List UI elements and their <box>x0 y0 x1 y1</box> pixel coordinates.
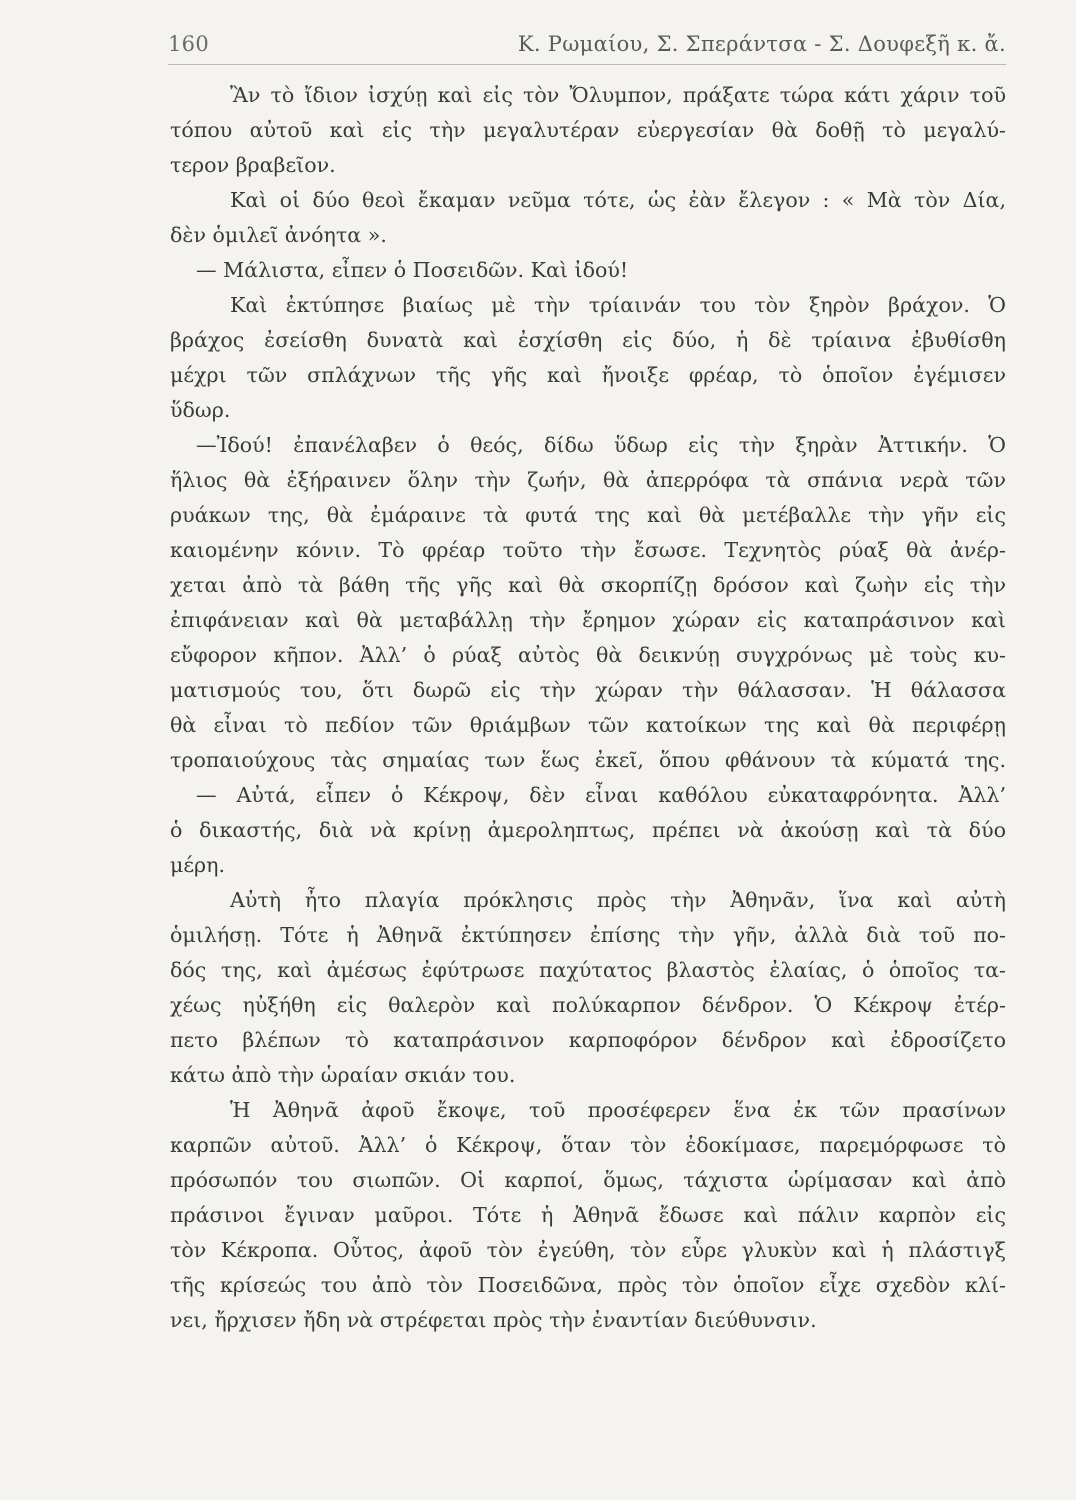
text-line: Καὶ οἱ δύο θεοὶ ἔκαμαν νεῦμα τότε, ὡς ἐὰν ἔλεγον : « Μὰ τὸν Δία, <box>230 188 1006 212</box>
text-line: βράχος ἐσείσθη δυνατὰ καὶ ἐσχίσθη εἰς δύο, ἡ δὲ τρίαινα ἐβυθίσθη <box>170 328 1006 352</box>
text-line: πράσινοι ἔγιναν μαῦροι. Τότε ἡ Ἀθηνᾶ ἔδωσε καὶ πάλιν καρπὸν εἰς <box>170 1203 1006 1227</box>
text-line: ματισμούς του, ὅτι δωρῶ εἰς τὴν χώραν τὴν θάλασσαν. Ἡ θάλασσα <box>170 678 1006 702</box>
text-line: τροπαιούχους τὰς σημαίας των ἕως ἐκεῖ, ὅπου φθάνουν τὰ κύματά της. <box>170 748 1006 772</box>
text-line: νει, ἤρχισεν ἤδη νὰ στρέφεται πρὸς τὴν ἐναντίαν διεύθυνσιν. <box>170 1308 817 1332</box>
text-line: πετο βλέπων τὸ καταπράσινον καρποφόρον δένδρον καὶ ἐδροσίζετο <box>170 1028 1006 1052</box>
text-line: τερον βραβεῖον. <box>170 153 336 177</box>
text-line: δός της, καὶ ἀμέσως ἐφύτρωσε παχύτατος βλαστὸς ἐλαίας, ὁ ὁποῖος τα- <box>170 958 1006 982</box>
text-line: Αὐτὴ ἦτο πλαγία πρόκλησις πρὸς τὴν Ἀθηνᾶν, ἵνα καὶ αὐτὴ <box>230 888 1006 912</box>
running-head <box>168 28 1006 60</box>
text-line: εὔφορον κῆπον. Ἀλλ’ ὁ ρύαξ αὐτὸς θὰ δεικνύῃ συγχρόνως μὲ τοὺς κυ- <box>170 643 1006 667</box>
text-line: κάτω ἀπὸ τὴν ὡραίαν σκιάν του. <box>170 1063 516 1087</box>
text-line: —Ἰδού! ἐπανέλαβεν ὁ θεός, δίδω ὕδωρ εἰς τὴν ξηρὰν Ἀττικήν. Ὁ <box>196 433 1006 457</box>
text-line: Καὶ ἐκτύπησε βιαίως μὲ τὴν τρίαινάν του τὸν ξηρὸν βράχον. Ὁ <box>230 293 1006 317</box>
text-line: καιομένην κόνιν. Τὸ φρέαρ τοῦτο τὴν ἔσωσε. Τεχνητὸς ρύαξ θὰ ἀνέρ- <box>170 538 1006 562</box>
text-line: — Αὐτά, εἶπεν ὁ Κέκροψ, δὲν εἶναι καθόλου εὐκαταφρόνητα. Ἀλλ’ <box>196 783 1006 807</box>
text-line: τόπου αὐτοῦ καὶ εἰς τὴν μεγαλυτέραν εὐεργεσίαν θὰ δοθῇ τὸ μεγαλύ- <box>170 118 1006 142</box>
text-line: δὲν ὁμιλεῖ ἀνόητα ». <box>170 223 387 247</box>
text-line: Ἡ Ἀθηνᾶ ἀφοῦ ἔκοψε, τοῦ προσέφερεν ἕνα ἐκ τῶν πρασίνων <box>230 1098 1006 1122</box>
text-line: Ἂν τὸ ἴδιον ἰσχύῃ καὶ εἰς τὸν Ὄλυμπον, πράξατε τώρα κάτι χάριν τοῦ <box>230 83 1006 107</box>
text-line: τὸν Κέκροπα. Οὗτος, ἀφοῦ τὸν ἐγεύθη, τὸν εὗρε γλυκὺν καὶ ἡ πλάστιγξ <box>170 1238 1006 1262</box>
text-line: χεται ἀπὸ τὰ βάθη τῆς γῆς καὶ θὰ σκορπίζῃ δρόσον καὶ ζωὴν εἰς τὴν <box>170 573 1006 597</box>
text-line: μέρη. <box>170 853 226 877</box>
text-line: τῆς κρίσεώς του ἀπὸ τὸν Ποσειδῶνα, πρὸς τὸν ὁποῖον εἶχε σχεδὸν κλί- <box>170 1273 1006 1297</box>
text-line: ἐπιφάνειαν καὶ θὰ μεταβάλλῃ τὴν ἔρημον χώραν εἰς καταπράσινον καὶ <box>170 608 1006 632</box>
text-line: ὕδωρ. <box>170 398 231 422</box>
text-line: χέως ηὐξήθη εἰς θαλερὸν καὶ πολύκαρπον δένδρον. Ὁ Κέκροψ ἐτέρ- <box>170 993 1006 1017</box>
text-line: καρπῶν αὐτοῦ. Ἀλλ’ ὁ Κέκροψ, ὅταν τὸν ἐδοκίμασε, παρεμόρφωσε τὸ <box>170 1133 1006 1157</box>
body-text <box>170 78 1006 1338</box>
page-number: 160 <box>168 32 209 56</box>
text-line: ὁ δικαστής, διὰ νὰ κρίνῃ ἀμεροληπτως, πρέπει νὰ ἀκούσῃ καὶ τὰ δύο <box>170 818 1006 842</box>
text-line: θὰ εἶναι τὸ πεδίον τῶν θριάμβων τῶν κατοίκων της καὶ θὰ περιφέρῃ <box>170 713 1006 737</box>
running-title: Κ. Ρωμαίου, Σ. Σπεράντσα - Σ. Δουφεξῆ κ. ἄ. <box>517 32 1006 56</box>
text-line: μέχρι τῶν σπλάχνων τῆς γῆς καὶ ἤνοιξε φρέαρ, τὸ ὁποῖον ἐγέμισεν <box>170 363 1006 387</box>
text-line: ἥλιος θὰ ἐξήραινεν ὅλην τὴν ζωήν, θὰ ἀπερρόφα τὰ σπάνια νερὰ τῶν <box>170 468 1006 492</box>
header-rule <box>168 64 1006 65</box>
text-line: ὁμιλήσῃ. Τότε ἡ Ἀθηνᾶ ἐκτύπησεν ἐπίσης τὴν γῆν, ἀλλὰ διὰ τοῦ πο- <box>170 923 1006 947</box>
text-line: πρόσωπόν του σιωπῶν. Οἱ καρποί, ὅμως, τάχιστα ὡρίμασαν καὶ ἀπὸ <box>170 1168 1006 1192</box>
text-line: ρυάκων της, θὰ ἐμάραινε τὰ φυτά της καὶ θὰ μετέβαλλε τὴν γῆν εἰς <box>170 503 1006 527</box>
text-line: — Μάλιστα, εἶπεν ὁ Ποσειδῶν. Καὶ ἰδού! <box>196 258 629 282</box>
